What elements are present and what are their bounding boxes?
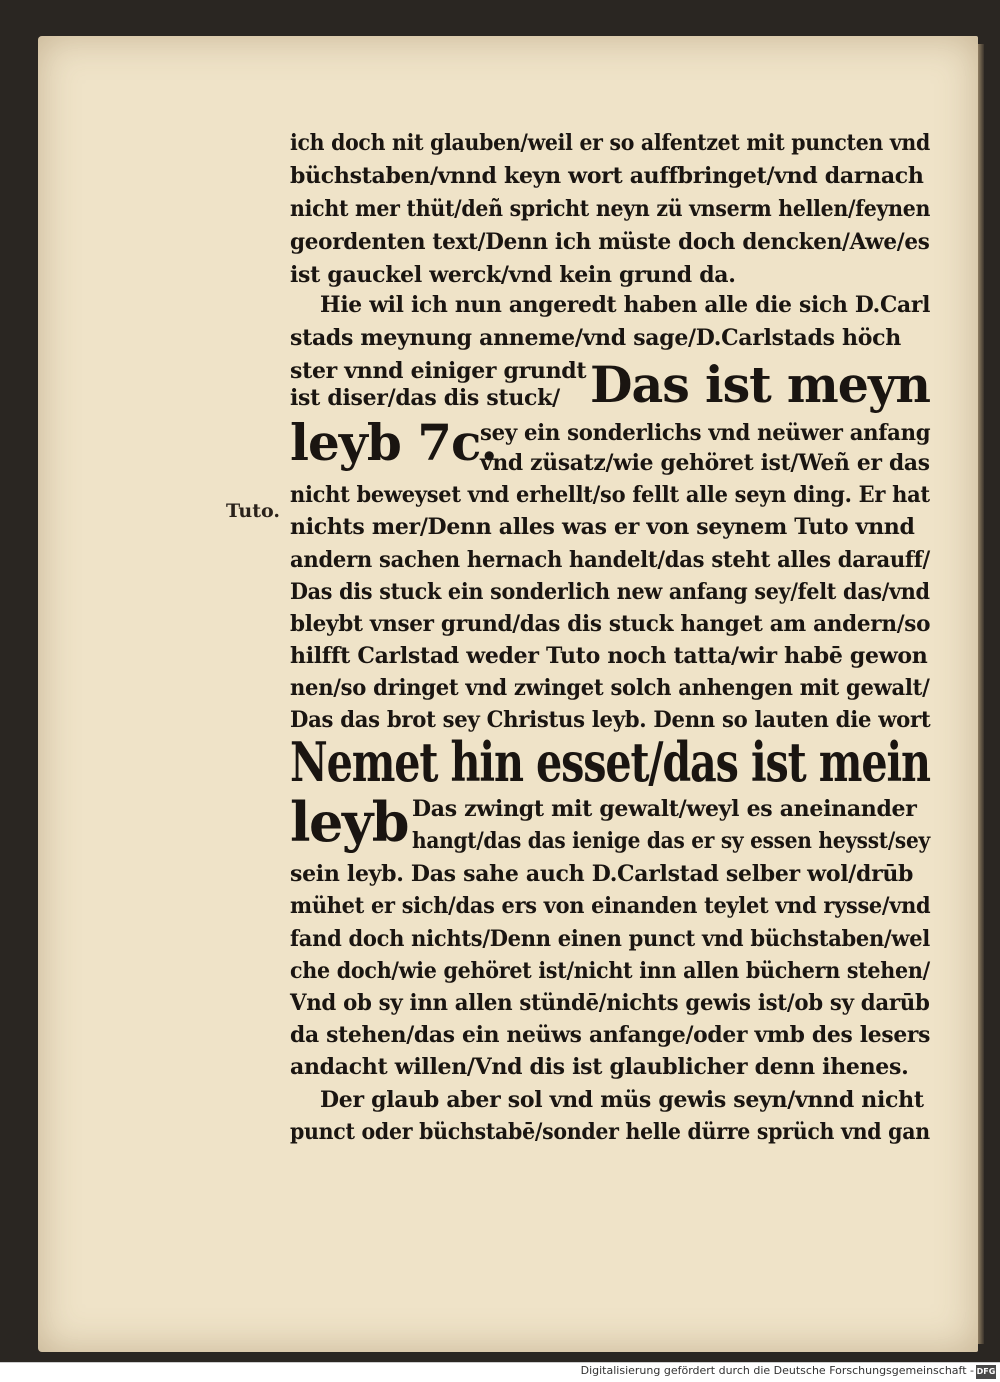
text-line: hilfft Carlstad weder Tuto noch tatta/wir habē gewon [290,643,928,669]
text-line: andern sachen hernach handelt/das steht alles darauff/ [290,547,930,573]
text-line: ich doch nit glauben/weil er so alfentzet mit puncten vnd [290,130,931,156]
text-line: büchstaben/vnnd keyn wort auffbringet/vnd darnach [290,163,924,189]
text-line: nicht mer thüt/deñ spricht neyn zü vnserm hellen/feynen [290,196,931,222]
text-line: nen/so dringet vnd zwinget solch anhengen mit gewalt/ [290,675,930,701]
funding-credit: Digitalisierung gefördert durch die Deutsche Forschungsgemeinschaft - [580,1364,974,1377]
footer [0,1362,1000,1382]
heading-line: leyb [290,790,409,854]
text-line: fand doch nichts/Denn einen punct vnd büchstaben/wel [290,926,930,952]
text-line: Hie wil ich nun angeredt haben alle die sich D.Carl [320,292,931,318]
text-line: geordenten text/Denn ich müste doch dencken/Awe/es [290,229,930,255]
text-line: da stehen/das ein neüws anfange/oder vmb des lesers [290,1022,931,1048]
text-line: nichts mer/Denn alles was er von seynem Tuto vnnd [290,514,915,540]
text-line: Das dis stuck ein sonderlich new anfang sey/felt das/vnd [290,579,930,605]
text-line: Das zwingt mit gewalt/weyl es aneinander [412,796,917,822]
heading-line: leyb 7c. [290,413,497,472]
text-line: ist gauckel werck/vnd kein grund da. [290,262,736,288]
heading-line: Nemet hin esset/das ist mein [290,730,930,794]
text-line: andacht willen/Vnd dis ist glaublicher denn ihenes. [290,1054,909,1080]
text-line: Der glaub aber sol vnd müs gewis seyn/vnnd nicht [320,1087,924,1113]
text-line: sey ein sonderlichs vnd neüwer anfang [480,420,931,446]
dfg-logo: DFG [976,1365,996,1379]
text-line: nicht beweyset vnd erhellt/so fellt alle seyn ding. Er hat [290,482,930,508]
text-line: hangt/das das ienige das er sy essen heysst/sey [412,828,930,854]
text-line: stads meynung anneme/vnd sage/D.Carlstads höch [290,325,901,351]
text-line: ster vnnd einiger grundt [290,358,587,384]
text-line: sein leyb. Das sahe auch D.Carlstad selber wol/drūb [290,861,914,887]
heading-line: Das ist meyn [590,355,931,414]
text-line: Das das brot sey Christus leyb. Denn so lauten die wort [290,707,931,733]
text-line: Vnd ob sy inn allen stündē/nichts gewis ist/ob sy darūb [290,990,930,1016]
text-line: bleybt vnser grund/das dis stuck hanget am andern/so [290,611,931,637]
margin-note: Tuto. [226,500,280,522]
text-line: punct oder büchstabē/sonder helle dürre sprüch vnd gan [290,1119,930,1145]
text-line: vnd züsatz/wie gehöret ist/Weñ er das [480,450,930,476]
text-line: ist diser/das dis stuck/ [290,385,560,411]
text-line: che doch/wie gehöret ist/nicht inn allen büchern stehen/ [290,958,930,984]
text-line: mühet er sich/das ers von einanden teylet vnd rysse/vnd [290,893,931,919]
